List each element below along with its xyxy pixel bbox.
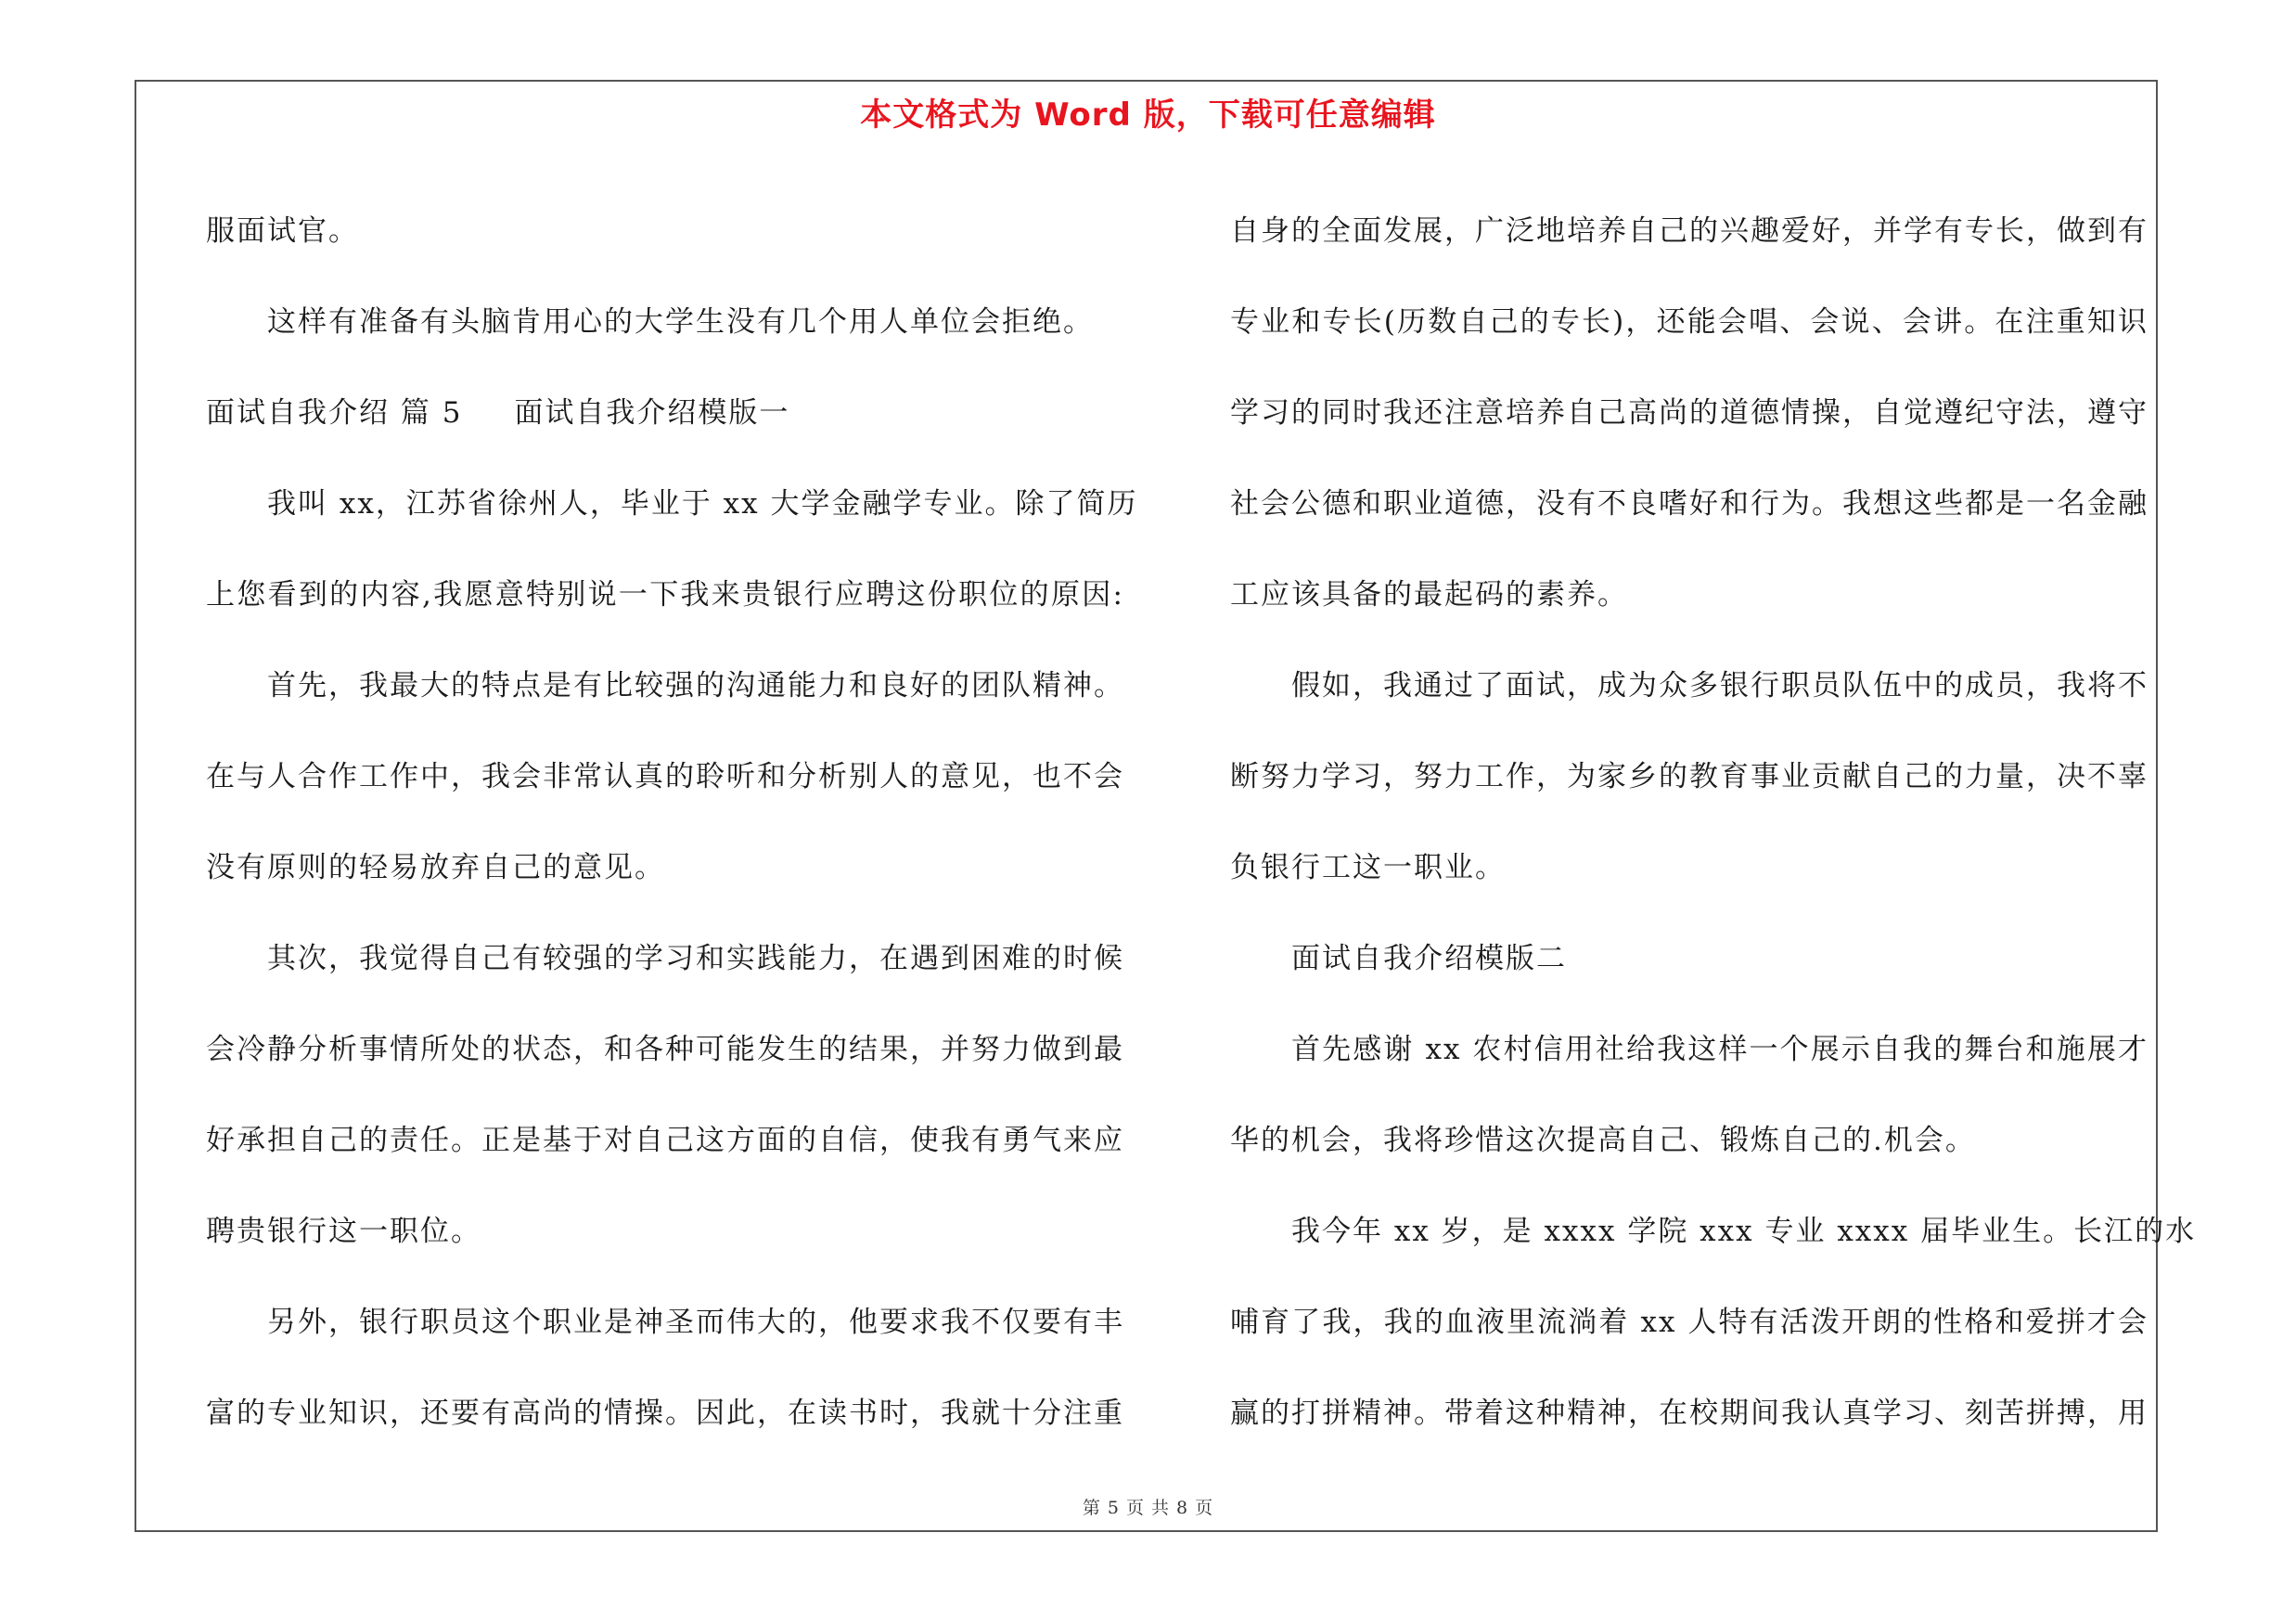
template-heading: 面试自我介绍模版二 (1291, 942, 1567, 975)
paragraph-line: 我叫 xx，江苏省徐州人，毕业于 xx 大学金融学专业。除了简历 (267, 487, 1138, 521)
template-heading: 面试自我介绍模版一 (514, 396, 790, 430)
section-heading: 面试自我介绍 篇 5 (206, 396, 463, 430)
paragraph-line: 首先，我最大的特点是有比较强的沟通能力和良好的团队精神。 (267, 669, 1124, 702)
paragraph-line: 断努力学习，努力工作，为家乡的教育事业贡献自己的力量，决不辜 (1230, 760, 2148, 793)
paragraph-line: 会冷静分析事情所处的状态，和各种可能发生的结果，并努力做到最 (206, 1033, 1124, 1066)
paragraph-line: 赢的打拼精神。带着这种精神，在校期间我认真学习、刻苦拼搏，用 (1230, 1397, 2148, 1430)
paragraph-line: 假如，我通过了面试，成为众多银行职员队伍中的成员，我将不 (1291, 669, 2148, 702)
paragraph-line: 其次，我觉得自己有较强的学习和实践能力，在遇到困难的时候 (267, 942, 1124, 975)
paragraph-line: 这样有准备有头脑肯用心的大学生没有几个用人单位会拒绝。 (267, 305, 1094, 339)
section-heading-line (206, 367, 1124, 458)
paragraph-line: 华的机会，我将珍惜这次提高自己、锻炼自己的.机会。 (1230, 1124, 1976, 1157)
word-format-banner: 本文格式为 Word 版，下载可任意编辑 (860, 97, 1436, 134)
right-text-column (1230, 186, 2197, 1459)
paragraph-line: 我今年 xx 岁，是 xxxx 学院 xxx 专业 xxxx 届毕业生。长江的水 (1291, 1215, 2197, 1248)
paragraph-line: 在与人合作工作中，我会非常认真的聆听和分析别人的意见，也不会 (206, 760, 1124, 793)
paragraph-line: 聘贵银行这一职位。 (206, 1215, 481, 1248)
paragraph-line: 上您看到的内容,我愿意特别说一下我来贵银行应聘这份职位的原因: (206, 578, 1124, 612)
paragraph-line: 另外，银行职员这个职业是神圣而伟大的，他要求我不仅要有丰 (267, 1306, 1124, 1339)
paragraph-line: 负银行工这一职业。 (1230, 851, 1506, 884)
paragraph-line: 学习的同时我还注意培养自己高尚的道德情操，自觉遵纪守法，遵守 (1230, 396, 2148, 430)
page-number-footer: 第 5 页 共 8 页 (1082, 1498, 1214, 1518)
paragraph-line: 自身的全面发展，广泛地培养自己的兴趣爱好，并学有专长，做到有 (1230, 214, 2148, 248)
paragraph-line: 专业和专长(历数自己的专长)，还能会唱、会说、会讲。在注重知识 (1230, 305, 2148, 339)
paragraph-line: 没有原则的轻易放弃自己的意见。 (206, 851, 665, 884)
paragraph-line: 哺育了我，我的血液里流淌着 xx 人特有活泼开朗的性格和爱拼才会 (1230, 1306, 2148, 1339)
paragraph-line: 工应该具备的最起码的素养。 (1230, 578, 1628, 612)
paragraph-line: 首先感谢 xx 农村信用社给我这样一个展示自我的舞台和施展才 (1291, 1033, 2148, 1066)
paragraph-line: 社会公德和职业道德，没有不良嗜好和行为。我想这些都是一名金融 (1230, 487, 2148, 521)
left-text-column (206, 186, 1138, 1459)
paragraph-line: 富的专业知识，还要有高尚的情操。因此，在读书时，我就十分注重 (206, 1397, 1124, 1430)
paragraph-line: 好承担自己的责任。正是基于对自己这方面的自信，使我有勇气来应 (206, 1124, 1124, 1157)
paragraph-line: 服面试官。 (206, 214, 359, 248)
